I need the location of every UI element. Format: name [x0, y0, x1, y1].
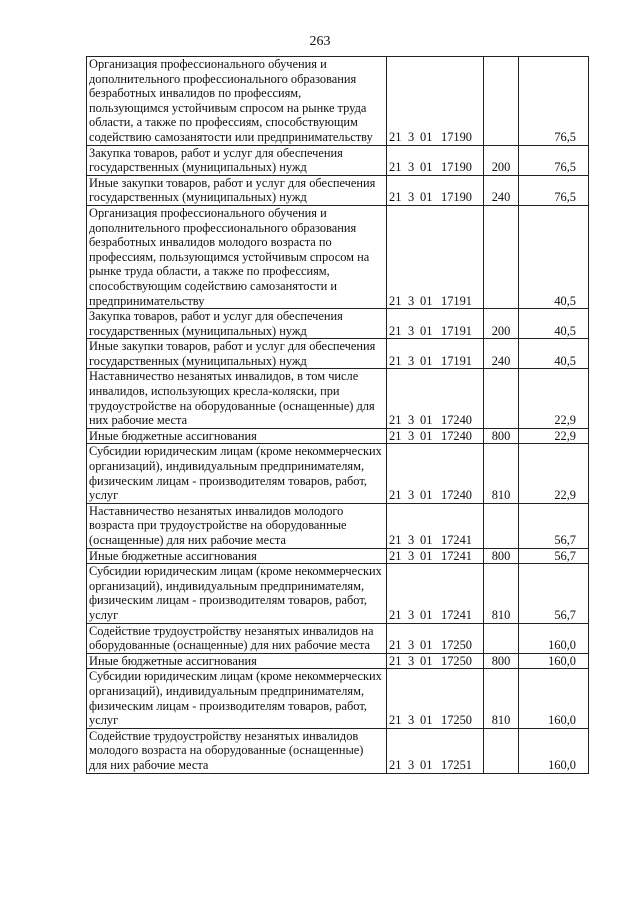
code-part: 3 — [408, 713, 415, 728]
row-code-cell — [387, 428, 484, 444]
table-row — [87, 339, 589, 369]
code-part: 17191 — [441, 353, 472, 368]
row-name-cell: Субсидии юридическим лицам (кроме некоммерческих организаций), индивидуальным предпринимателям, физическим лицам - производителям товаров, работ, услуг — [87, 564, 387, 623]
code-part: 3 — [408, 428, 415, 443]
table-row — [87, 728, 589, 773]
code-part: 17250 — [441, 653, 472, 668]
code-part: 3 — [408, 533, 415, 547]
code-part: 17250 — [441, 638, 472, 653]
code-part: 3 — [408, 160, 415, 175]
code-part: 01 — [420, 713, 433, 728]
row-code-cell — [387, 728, 484, 773]
code-part: 21 — [389, 160, 402, 175]
row-expense-type-cell — [484, 623, 519, 653]
code-part: 3 — [408, 293, 415, 308]
row-name-cell: Иные закупки товаров, работ и услуг для обеспечения государственных (муниципальных) нужд — [87, 175, 387, 205]
row-code-cell — [387, 564, 484, 623]
table-row — [87, 369, 589, 428]
table-row — [87, 57, 589, 146]
row-expense-type-cell: 240 — [484, 175, 519, 205]
code-part: 01 — [420, 413, 433, 428]
table-row — [87, 309, 589, 339]
table-row — [87, 653, 589, 669]
row-expense-type-cell — [484, 728, 519, 773]
code-part: 01 — [420, 533, 433, 547]
code-part: 3 — [408, 757, 415, 772]
code-part: 01 — [420, 190, 433, 205]
row-amount-cell: 40,5 — [519, 309, 589, 339]
code-part: 21 — [389, 129, 402, 144]
row-expense-type-cell: 800 — [484, 653, 519, 669]
code-part: 17190 — [441, 129, 472, 144]
row-amount-cell: 56,7 — [519, 503, 589, 548]
row-amount-cell: 160,0 — [519, 669, 589, 728]
code-part: 21 — [389, 413, 402, 428]
code-part: 21 — [389, 757, 402, 772]
code-part: 01 — [420, 488, 433, 503]
row-name-cell: Содействие трудоустройству незанятых инвалидов на оборудованные (оснащенные) для них рабочие места — [87, 623, 387, 653]
row-code-cell — [387, 444, 484, 503]
code-part: 01 — [420, 293, 433, 308]
code-part: 01 — [420, 353, 433, 368]
code-part: 21 — [389, 713, 402, 728]
table-row — [87, 623, 589, 653]
row-amount-cell: 22,9 — [519, 444, 589, 503]
code-part: 21 — [389, 488, 402, 503]
row-name-cell: Организация профессионального обучения и дополнительного профессионального образования безработных инвалидов молодого возраста по профессиям, пользующимся устойчивым спросом на рынке труда области, а также по профессиям, способствующим содействию самозанятости и предпринимательству — [87, 205, 387, 308]
code-part: 3 — [408, 638, 415, 653]
code-part: 21 — [389, 548, 402, 563]
table-row — [87, 444, 589, 503]
table-row — [87, 564, 589, 623]
row-name-cell: Содействие трудоустройству незанятых инвалидов молодого возраста на оборудованные (оснащенные) для них рабочие места — [87, 728, 387, 773]
code-part: 21 — [389, 323, 402, 338]
code-part: 17250 — [441, 713, 472, 728]
code-part: 3 — [408, 607, 415, 622]
code-part: 17241 — [441, 548, 472, 563]
row-amount-cell: 56,7 — [519, 548, 589, 564]
row-name-cell: Иные бюджетные ассигнования — [87, 428, 387, 444]
budget-table-body — [87, 57, 589, 774]
code-part: 01 — [420, 160, 433, 175]
code-part: 3 — [408, 548, 415, 563]
code-part: 01 — [420, 757, 433, 772]
row-expense-type-cell — [484, 57, 519, 146]
row-expense-type-cell: 810 — [484, 444, 519, 503]
row-code-cell — [387, 309, 484, 339]
row-expense-type-cell: 800 — [484, 428, 519, 444]
code-part: 17240 — [441, 413, 472, 428]
code-part: 17241 — [441, 607, 472, 622]
code-part: 17190 — [441, 190, 472, 205]
code-part: 3 — [408, 488, 415, 503]
code-part: 3 — [408, 190, 415, 205]
code-part: 17191 — [441, 293, 472, 308]
row-code-cell — [387, 503, 484, 548]
row-code-cell — [387, 339, 484, 369]
row-name-cell: Иные бюджетные ассигнования — [87, 653, 387, 669]
code-part: 21 — [389, 638, 402, 653]
row-expense-type-cell: 200 — [484, 145, 519, 175]
code-part: 17240 — [441, 428, 472, 443]
page-number: 263 — [309, 34, 331, 49]
code-part: 17190 — [441, 160, 472, 175]
code-part: 21 — [389, 653, 402, 668]
row-amount-cell: 160,0 — [519, 728, 589, 773]
row-expense-type-cell: 800 — [484, 548, 519, 564]
row-amount-cell: 22,9 — [519, 428, 589, 444]
code-part: 3 — [408, 353, 415, 368]
code-part: 01 — [420, 428, 433, 443]
row-name-cell: Субсидии юридическим лицам (кроме некоммерческих организаций), индивидуальным предпринимателям, физическим лицам - производителям товаров, работ, услуг — [87, 669, 387, 728]
row-name-cell: Иные бюджетные ассигнования — [87, 548, 387, 564]
row-code-cell — [387, 175, 484, 205]
row-code-cell — [387, 548, 484, 564]
row-code-cell — [387, 623, 484, 653]
row-amount-cell: 76,5 — [519, 145, 589, 175]
row-name-cell: Субсидии юридическим лицам (кроме некоммерческих организаций), индивидуальным предпринимателям, физическим лицам - производителям товаров, работ, услуг — [87, 444, 387, 503]
code-part: 01 — [420, 653, 433, 668]
table-row — [87, 669, 589, 728]
row-expense-type-cell: 200 — [484, 309, 519, 339]
table-row — [87, 175, 589, 205]
code-part: 17251 — [441, 757, 472, 772]
code-part: 21 — [389, 533, 402, 547]
row-name-cell: Наставничество незанятых инвалидов молодого возраста при трудоустройстве на оборудованные (оснащенные) для них рабочие места — [87, 503, 387, 548]
budget-table — [86, 56, 589, 774]
code-part: 3 — [408, 413, 415, 428]
code-part: 21 — [389, 353, 402, 368]
row-amount-cell: 160,0 — [519, 623, 589, 653]
row-amount-cell: 160,0 — [519, 653, 589, 669]
code-part: 21 — [389, 607, 402, 622]
code-part: 21 — [389, 428, 402, 443]
row-amount-cell: 40,5 — [519, 205, 589, 308]
code-part: 01 — [420, 638, 433, 653]
code-part: 01 — [420, 129, 433, 144]
row-name-cell: Наставничество незанятых инвалидов, в том числе инвалидов, использующих кресла-коляски, при трудоустройстве на оборудованные (оснащенные) для них рабочие места — [87, 369, 387, 428]
row-name-cell: Иные закупки товаров, работ и услуг для обеспечения государственных (муниципальных) нужд — [87, 339, 387, 369]
code-part: 01 — [420, 607, 433, 622]
row-expense-type-cell — [484, 369, 519, 428]
row-code-cell — [387, 205, 484, 308]
row-amount-cell: 76,5 — [519, 175, 589, 205]
code-part: 17240 — [441, 488, 472, 503]
code-part: 17191 — [441, 323, 472, 338]
row-expense-type-cell: 810 — [484, 564, 519, 623]
row-expense-type-cell: 240 — [484, 339, 519, 369]
code-part: 21 — [389, 293, 402, 308]
row-amount-cell: 40,5 — [519, 339, 589, 369]
row-code-cell — [387, 653, 484, 669]
row-code-cell — [387, 669, 484, 728]
code-part: 01 — [420, 323, 433, 338]
code-part: 3 — [408, 323, 415, 338]
row-amount-cell: 76,5 — [519, 57, 589, 146]
row-expense-type-cell — [484, 205, 519, 308]
code-part: 17241 — [441, 533, 472, 547]
table-row — [87, 205, 589, 308]
row-expense-type-cell — [484, 503, 519, 548]
row-code-cell — [387, 369, 484, 428]
code-part: 3 — [408, 129, 415, 144]
row-code-cell — [387, 57, 484, 146]
row-name-cell: Организация профессионального обучения и дополнительного профессионального образования безработных инвалидов по профессиям, пользующимся устойчивым спросом на рынке труда области, а также по профессиям, способствующим содействию самозанятости или предпринимательству — [87, 57, 387, 146]
row-amount-cell: 56,7 — [519, 564, 589, 623]
code-part: 3 — [408, 653, 415, 668]
row-name-cell: Закупка товаров, работ и услуг для обеспечения государственных (муниципальных) нужд — [87, 145, 387, 175]
row-name-cell: Закупка товаров, работ и услуг для обеспечения государственных (муниципальных) нужд — [87, 309, 387, 339]
code-part: 01 — [420, 548, 433, 563]
table-row — [87, 503, 589, 548]
table-row — [87, 428, 589, 444]
table-row — [87, 145, 589, 175]
row-expense-type-cell: 810 — [484, 669, 519, 728]
table-row — [87, 548, 589, 564]
row-amount-cell: 22,9 — [519, 369, 589, 428]
code-part: 21 — [389, 190, 402, 205]
row-code-cell — [387, 145, 484, 175]
